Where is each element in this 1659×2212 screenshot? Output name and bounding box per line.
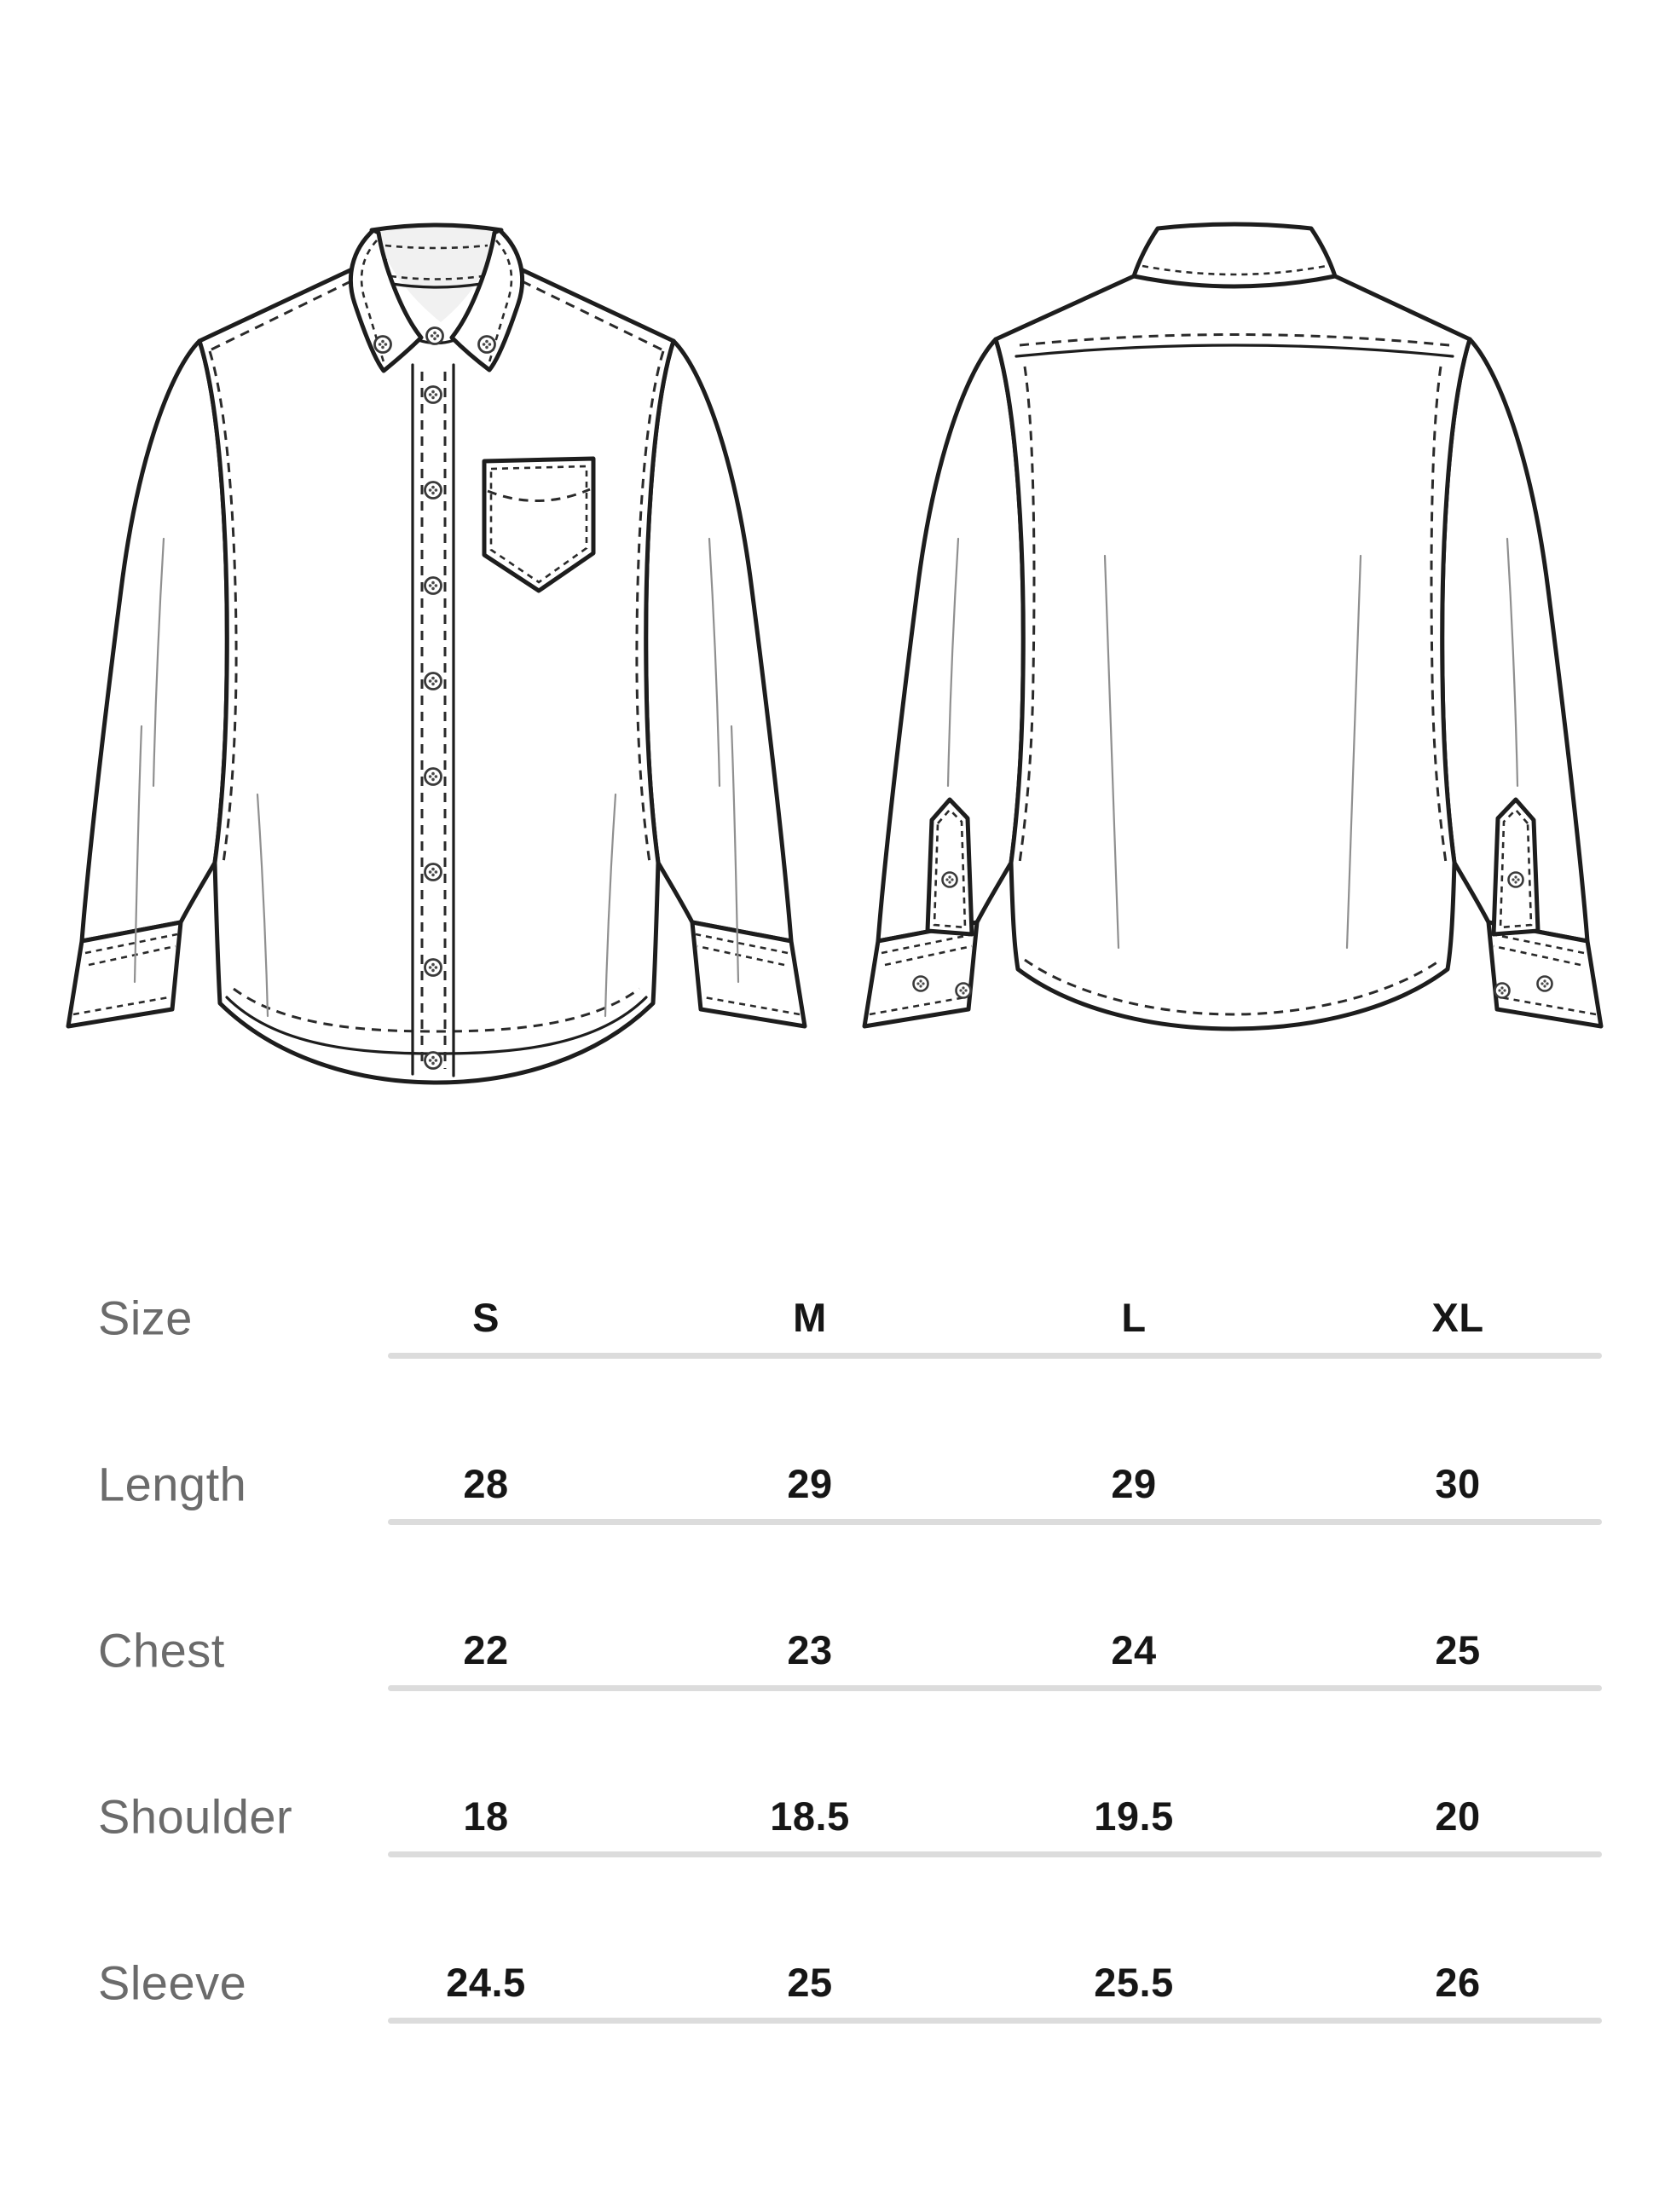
row-label: Length — [98, 1457, 247, 1510]
size-value-cell: 25.5 — [1094, 1960, 1174, 2005]
row-divider — [388, 1685, 1602, 1691]
size-value-cell: 19.5 — [1094, 1793, 1174, 1839]
row-divider — [388, 1519, 1602, 1525]
size-chart-row-chest — [0, 1567, 1659, 1733]
front-body — [135, 253, 738, 1083]
row-label: Chest — [98, 1623, 225, 1677]
size-value-cell: 24 — [1111, 1627, 1157, 1672]
size-value-cell: 18 — [463, 1793, 509, 1839]
size-value-cell: 24.5 — [446, 1960, 526, 2005]
front-right-sleeve — [646, 341, 791, 941]
collar-band-button — [427, 328, 443, 344]
size-chart-header-row — [0, 1234, 1659, 1401]
row-divider — [388, 2018, 1602, 2024]
collar-left-point-button — [375, 337, 391, 353]
size-value-cell: 29 — [787, 1461, 833, 1506]
front-left-sleeve — [82, 341, 227, 941]
size-chart-row-length — [0, 1401, 1659, 1567]
column-header-s: S — [472, 1295, 500, 1340]
back-left-sleeve-placket — [928, 800, 972, 934]
size-value-cell: 18.5 — [770, 1793, 850, 1839]
size-value-cell: 25 — [1435, 1627, 1481, 1672]
size-chart — [0, 1234, 1659, 2065]
column-header-xl: XL — [1431, 1295, 1484, 1340]
size-value-cell: 22 — [463, 1627, 509, 1672]
size-value-cell: 28 — [463, 1461, 509, 1506]
back-collar — [1134, 224, 1335, 286]
size-value-cell: 29 — [1111, 1461, 1157, 1506]
size-value-cell: 20 — [1435, 1793, 1481, 1839]
size-value-cell: 30 — [1435, 1461, 1481, 1506]
column-header-m: M — [793, 1295, 827, 1340]
size-chart-row-shoulder — [0, 1733, 1659, 1899]
size-chart-corner-label: Size — [98, 1291, 193, 1344]
size-value-cell: 25 — [787, 1960, 833, 2005]
size-value-cell: 26 — [1435, 1960, 1481, 2005]
row-label: Shoulder — [98, 1789, 293, 1843]
size-value-cell: 23 — [787, 1627, 833, 1672]
row-divider — [388, 1353, 1602, 1359]
size-chart-row-sleeve — [0, 1899, 1659, 2065]
back-right-sleeve-placket — [1494, 800, 1538, 934]
shirt-front-technical-sketch — [53, 198, 820, 1101]
back-body — [948, 263, 1517, 1029]
column-header-l: L — [1121, 1295, 1147, 1340]
row-divider — [388, 1851, 1602, 1857]
collar-right-point-button — [479, 337, 495, 353]
shirt-back-technical-sketch — [849, 198, 1616, 1101]
row-label: Sleeve — [98, 1955, 247, 2009]
